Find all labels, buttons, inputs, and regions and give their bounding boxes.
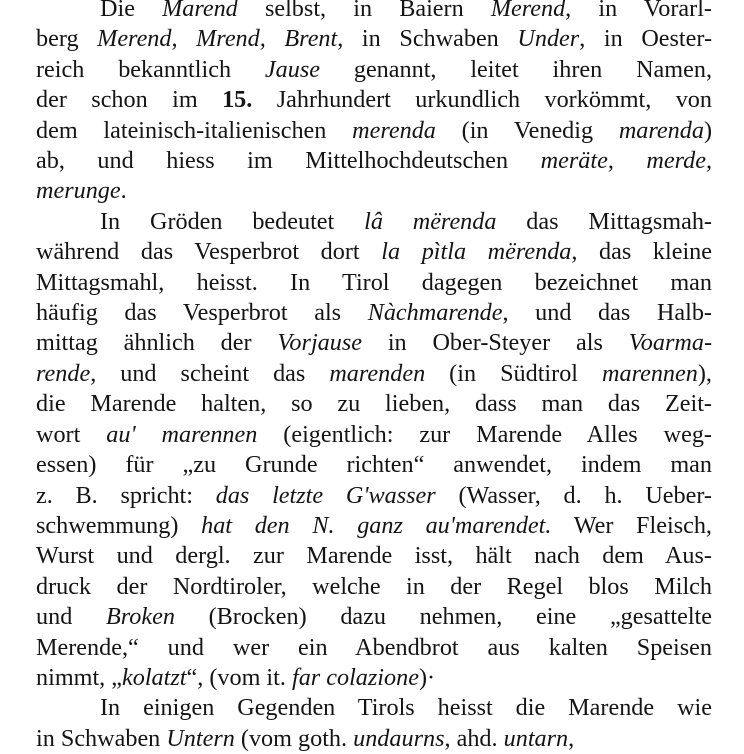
italic-text-run: marenden bbox=[329, 359, 426, 387]
text-run: “, (vom it. bbox=[186, 663, 292, 691]
italic-text-run: Broken bbox=[105, 603, 175, 631]
text-run: die Marende halten, so zu lieben, dass man das Zeit- bbox=[36, 390, 712, 418]
text-line bbox=[36, 24, 712, 54]
text-run: (Brocken) dazu nehmen, eine „gesattelte bbox=[174, 603, 713, 631]
italic-text-run: meräte, merde, bbox=[540, 147, 713, 175]
text-run: , ahd. bbox=[444, 724, 504, 752]
text-run: essen) für „zu Grunde richten“ anwendet, indem man bbox=[36, 451, 712, 479]
italic-text-run: marenda bbox=[618, 116, 704, 144]
italic-text-run: rende bbox=[36, 359, 91, 387]
text-run: , in Schwaben bbox=[337, 25, 518, 53]
text-run: Mittagsmahl, heisst. In Tirol dagegen bezeichnet man bbox=[36, 268, 712, 296]
text-run: ) bbox=[703, 116, 712, 144]
italic-text-run: Merend, Mrend, Brent bbox=[97, 25, 338, 53]
text-line bbox=[36, 511, 712, 541]
italic-text-run: Vorjause bbox=[277, 329, 362, 357]
text-run: In einigen Gegenden Tirols heisst die Marende wie bbox=[100, 694, 712, 722]
italic-text-run: hat den N. ganz au'marendet. bbox=[201, 511, 552, 539]
text-line bbox=[36, 268, 712, 298]
text-run: (eigentlich: zur Marende Alles weg- bbox=[257, 420, 712, 448]
text-run: der schon im bbox=[36, 86, 223, 114]
text-run: in Schwaben bbox=[36, 724, 167, 752]
text-run: nimmt, „ bbox=[36, 663, 122, 691]
text-line bbox=[36, 389, 712, 419]
text-run: in Ober-Steyer als bbox=[362, 329, 629, 357]
text-run: )· bbox=[418, 663, 436, 691]
italic-text-run: merenda bbox=[352, 116, 436, 144]
text-run: , und das Halb- bbox=[502, 299, 712, 327]
text-run: dem lateinisch-italienischen bbox=[36, 116, 353, 144]
text-line bbox=[36, 298, 712, 328]
text-run: genannt, leitet ihren Namen, bbox=[319, 55, 712, 83]
text-run: Wurst und dergl. zur Marende isst, hält nach dem Aus- bbox=[36, 542, 712, 570]
text-run: , in Oester- bbox=[579, 25, 713, 53]
text-run: ab, und hiess im Mittelhochdeutschen bbox=[36, 147, 541, 175]
italic-text-run: kolatzt bbox=[122, 663, 187, 691]
text-run: (Wasser, d. h. Ueber- bbox=[435, 481, 712, 509]
text-run: Merende,“ und wer ein Abendbrot aus kalten Speisen bbox=[36, 633, 712, 661]
text-line bbox=[36, 146, 712, 176]
italic-text-run: das letzte G'wasser bbox=[215, 481, 436, 509]
text-line bbox=[36, 693, 712, 723]
text-line bbox=[36, 450, 712, 480]
text-run: reich bekanntlich bbox=[36, 55, 265, 83]
text-run: druck der Nordtiroler, welche in der Regel blos Milch bbox=[36, 572, 712, 600]
text-line bbox=[36, 602, 712, 632]
paragraph bbox=[36, 0, 712, 207]
text-run: mittag ähnlich der bbox=[36, 329, 278, 357]
italic-text-run: Merend bbox=[490, 0, 566, 22]
italic-text-run: au' marennen bbox=[106, 420, 258, 448]
text-run: , bbox=[568, 724, 575, 752]
text-body bbox=[36, 0, 712, 754]
italic-text-run: far colazione bbox=[291, 663, 419, 691]
text-run: (vom goth. bbox=[234, 724, 354, 752]
text-run: wort bbox=[36, 420, 107, 448]
text-run: (in Südtirol bbox=[425, 359, 603, 387]
italic-text-run: Marend bbox=[162, 0, 238, 22]
text-run: In Gröden bedeutet bbox=[100, 207, 365, 235]
text-line bbox=[36, 633, 712, 663]
text-run: Jahrhundert urkundlich vorkömmt, von bbox=[252, 86, 712, 114]
text-run: häufig das Vesperbrot als bbox=[36, 299, 368, 327]
text-run: . bbox=[120, 177, 127, 205]
italic-text-run: Voarma- bbox=[628, 329, 712, 357]
italic-text-run: la pìtla mërenda bbox=[381, 238, 572, 266]
text-line bbox=[36, 724, 712, 754]
text-run: , in Vorarl- bbox=[565, 0, 712, 22]
text-run: Wer Fleisch, bbox=[551, 511, 712, 539]
text-run: z. B. spricht: bbox=[36, 481, 216, 509]
italic-text-run: merunge bbox=[36, 177, 121, 205]
bold-text-run: 15. bbox=[222, 86, 253, 114]
text-line bbox=[36, 176, 712, 206]
text-line bbox=[36, 572, 712, 602]
text-line bbox=[36, 481, 712, 511]
text-run: , das kleine bbox=[571, 238, 712, 266]
text-line bbox=[36, 55, 712, 85]
paragraph bbox=[36, 207, 712, 694]
text-run: selbst, in Baiern bbox=[237, 0, 491, 22]
text-line bbox=[36, 541, 712, 571]
text-line bbox=[36, 0, 712, 24]
italic-text-run: lâ mërenda bbox=[364, 207, 497, 235]
text-run: und bbox=[36, 603, 106, 631]
text-line bbox=[36, 237, 712, 267]
text-line bbox=[36, 207, 712, 237]
text-run: das Mittagsmah- bbox=[496, 207, 712, 235]
italic-text-run: marennen bbox=[602, 359, 698, 387]
text-line bbox=[36, 116, 712, 146]
text-run: ), bbox=[697, 359, 712, 387]
italic-text-run: untarn bbox=[503, 724, 569, 752]
text-run: , und scheint das bbox=[90, 359, 330, 387]
text-line bbox=[36, 663, 712, 693]
text-run: während das Vesperbrot dort bbox=[36, 238, 382, 266]
italic-text-run: undaurns bbox=[353, 724, 445, 752]
text-run: schwemmung) bbox=[36, 511, 202, 539]
italic-text-run: Nàchmarende bbox=[367, 299, 503, 327]
text-line bbox=[36, 328, 712, 358]
text-run: Die bbox=[100, 0, 163, 22]
italic-text-run: Jause bbox=[264, 55, 320, 83]
paragraph bbox=[36, 693, 712, 754]
text-run: (in Venedig bbox=[435, 116, 619, 144]
text-line bbox=[36, 420, 712, 450]
italic-text-run: Untern bbox=[166, 724, 235, 752]
text-run: berg bbox=[36, 25, 98, 53]
text-line bbox=[36, 85, 712, 115]
italic-text-run: Under bbox=[517, 25, 580, 53]
text-line bbox=[36, 359, 712, 389]
